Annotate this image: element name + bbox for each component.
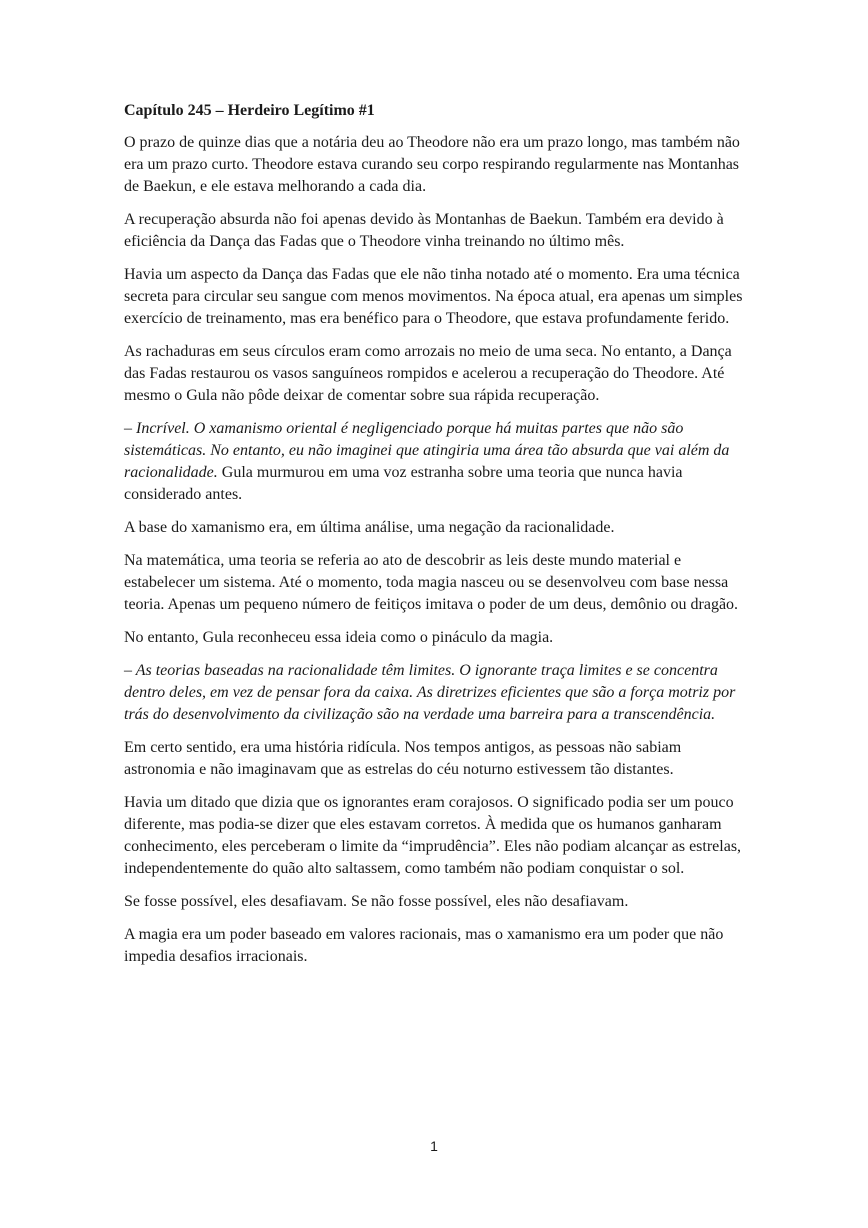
page-number: 1 [430, 1138, 438, 1154]
paragraph-1: O prazo de quinze dias que a notária deu ao Theodore não era um prazo longo, mas também não era um prazo curto. Theodore estava curando seu corpo respirando regularmente nas Montanhas de Baekun, e ele estava melhorando a cada dia. [124, 134, 740, 195]
chapter-title: Capítulo 245 – Herdeiro Legítimo #1 [124, 102, 375, 119]
paragraph-8: No entanto, Gula reconheceu essa ideia como o pináculo da magia. [124, 629, 554, 646]
paragraph-5-italic: – Incrível. O xamanismo oriental é negligenciado porque há muitas partes que não são sistemáticas. No entanto, eu não imaginei que atingiria uma área tão absurda que vai além da racionalidade. [124, 420, 730, 481]
paragraph-10: Em certo sentido, era uma história ridícula. Nos tempos antigos, as pessoas não sabiam astronomia e não imaginavam que as estrelas do céu noturno estivessem tão distantes. [124, 739, 682, 778]
paragraph-3: Havia um aspecto da Dança das Fadas que ele não tinha notado até o momento. Era uma técnica secreta para circular seu sangue com menos movimentos. Na época atual, era apenas um simples exercício de treinamento, mas era benéfico para o Theodore, que estava profundamente ferido. [124, 266, 743, 327]
paragraph-13: A magia era um poder baseado em valores racionais, mas o xamanismo era um poder que não impedia desafios irracionais. [124, 926, 724, 965]
paragraph-6: A base do xamanismo era, em última análise, uma negação da racionalidade. [124, 519, 615, 536]
document-body [124, 100, 750, 979]
paragraph-4: As rachaduras em seus círculos eram como arrozais no meio de uma seca. No entanto, a Dança das Fadas restaurou os vasos sanguíneos rompidos e acelerou a recuperação do Theodore. Até mesmo o Gula não pôde deixar de comentar sobre sua rápida recuperação. [124, 343, 732, 404]
paragraph-11: Havia um ditado que dizia que os ignorantes eram corajosos. O significado podia ser um pouco diferente, mas podia-se dizer que eles estavam corretos. À medida que os humanos ganharam conhecimento, eles perceberam o limite da “imprudência”. Eles não podiam alcançar as estrelas, independentemente do quão alto saltassem, como também não podiam conquistar o sol. [124, 794, 742, 877]
paragraph-9: – As teorias baseadas na racionalidade têm limites. O ignorante traça limites e se concentra dentro deles, em vez de pensar fora da caixa. As diretrizes eficientes que são a força motriz por trás do desenvolvimento da civilização são na verdade uma barreira para a transcendência. [124, 662, 736, 723]
paragraph-5-plain: Gula murmurou em uma voz estranha sobre uma teoria que nunca havia considerado antes. [124, 464, 683, 503]
paragraph-7: Na matemática, uma teoria se referia ao ato de descobrir as leis deste mundo material e estabelecer um sistema. Até o momento, toda magia nasceu ou se desenvolveu com base nessa teoria. Apenas um pequeno número de feitiços imitava o poder de um deus, demônio ou dragão. [124, 552, 739, 613]
paragraph-2: A recuperação absurda não foi apenas devido às Montanhas de Baekun. Também era devido à eficiência da Dança das Fadas que o Theodore vinha treinando no último mês. [124, 211, 724, 250]
paragraph-5 [124, 418, 750, 506]
paragraph-12: Se fosse possível, eles desafiavam. Se não fosse possível, eles não desafiavam. [124, 893, 629, 910]
